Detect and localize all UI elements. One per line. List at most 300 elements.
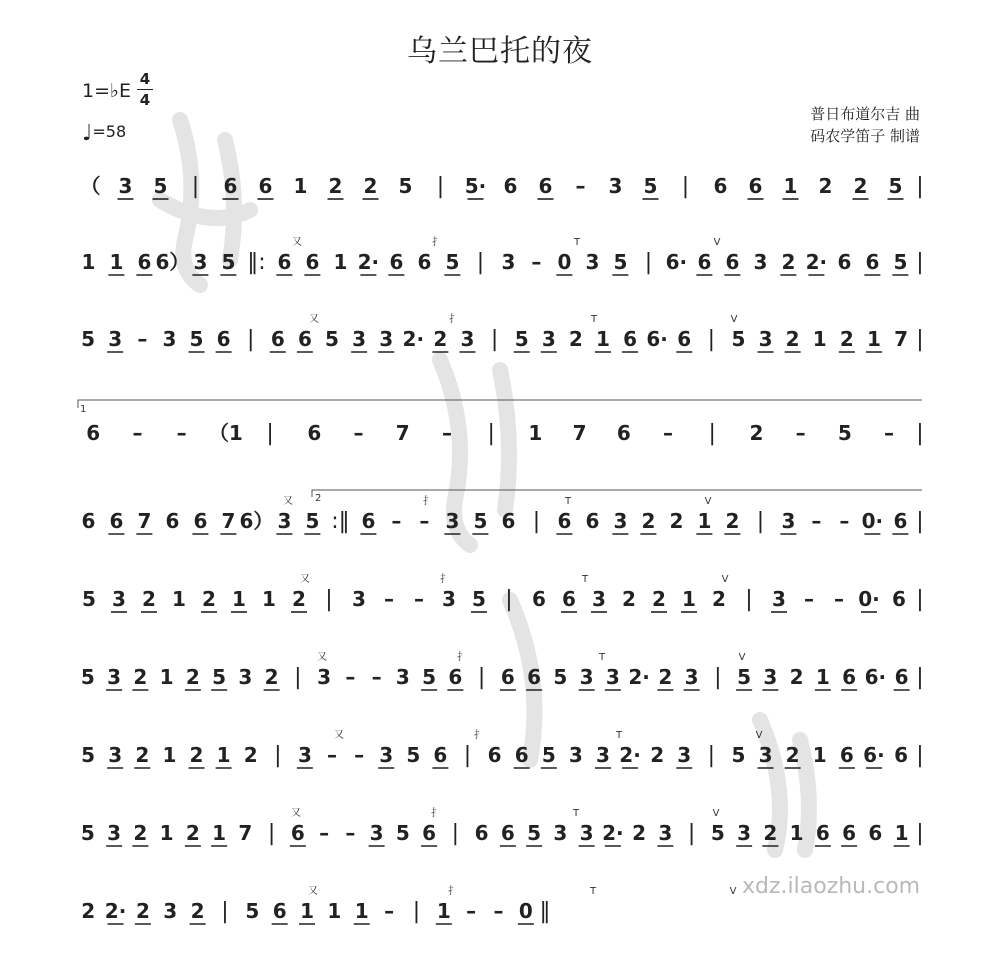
note-token: 2: [433, 327, 448, 351]
note-token: 6: [361, 509, 376, 533]
note-token: 3: [108, 743, 123, 767]
note-token: 2: [185, 665, 200, 689]
note-token: –: [345, 665, 356, 689]
note-token: 1: [327, 899, 342, 923]
note-token: –: [441, 421, 452, 445]
note-token: 2: [189, 743, 204, 767]
note-token: 6: [223, 174, 238, 198]
note-token: 1: [232, 587, 246, 611]
note-token: 3: [238, 665, 253, 689]
barline: |: [221, 899, 229, 924]
note-token: 5: [731, 327, 746, 351]
note-token: –: [327, 743, 337, 767]
note-token: 2: [781, 250, 796, 274]
barline: |: [436, 174, 445, 199]
note-token: 6·: [665, 250, 688, 274]
note-token: 5: [81, 327, 96, 351]
note-token: 3: [684, 665, 699, 689]
note-token: 2: [658, 665, 673, 689]
note-token: 6: [86, 421, 101, 445]
note-token: –: [137, 327, 148, 351]
note-token: 3: [781, 509, 796, 533]
note-token: 6: [501, 509, 516, 533]
quarter-note-icon: ♩: [82, 121, 93, 146]
ornament-mark: 扌: [448, 886, 458, 897]
note-token: 5: [153, 174, 168, 198]
note-token: 2: [785, 327, 800, 351]
note-token: 5: [888, 174, 903, 198]
note-token: –: [176, 421, 187, 445]
barline: |: [267, 821, 276, 846]
note-token: 6: [839, 743, 854, 767]
note-token: 5: [325, 327, 339, 351]
barline: |: [490, 327, 499, 352]
note-token: 2: [133, 665, 148, 689]
note-token: 6: [748, 174, 763, 198]
ornament-mark: V: [755, 730, 763, 741]
note-token: 2: [135, 743, 150, 767]
note-token: 6: [433, 743, 448, 767]
note-token: 6: [270, 327, 285, 351]
note-token: 3: [585, 250, 600, 274]
barline: |: [707, 327, 716, 352]
note-token: –: [795, 421, 806, 445]
note-token: 3: [501, 250, 516, 274]
note-token: 2: [818, 174, 833, 198]
note-token: 6: [422, 821, 437, 845]
note-token: –: [354, 743, 365, 767]
note-token: 6: [892, 587, 906, 611]
barline: |: [505, 587, 513, 612]
note-token: 7: [894, 327, 908, 351]
note-token: 6: [417, 250, 432, 274]
note-token: 6）: [239, 509, 274, 533]
note-token: 2: [632, 821, 647, 845]
barline: |: [707, 743, 716, 768]
note-token: 6: [277, 250, 292, 274]
note-token: 2: [264, 665, 279, 689]
barline: |: [294, 665, 302, 690]
note-token: 3: [758, 327, 773, 351]
note-token: 3: [460, 327, 475, 351]
note-token: 6: [842, 821, 857, 845]
note-token: 3: [579, 665, 594, 689]
note-token: –: [384, 587, 394, 611]
note-token: 5: [189, 327, 204, 351]
note-token: 1: [293, 174, 308, 198]
note-token: 6: [868, 821, 883, 845]
note-token: 6: [725, 250, 740, 274]
note-token: 5: [643, 174, 658, 198]
note-token: 6: [562, 587, 576, 611]
note-token: 5: [837, 421, 852, 445]
note-token: 3: [277, 509, 292, 533]
barline: |: [487, 421, 495, 446]
note-token: 6: [109, 509, 124, 533]
ornament-mark: 扌: [457, 652, 467, 663]
note-token: 3: [677, 743, 692, 767]
note-token: 3: [379, 743, 394, 767]
note-token: 5: [893, 250, 908, 274]
note-token: 1: [436, 899, 451, 923]
note-token: 3: [568, 743, 583, 767]
note-token: 6: [193, 509, 208, 533]
note-token: 6: [81, 509, 96, 533]
ornament-mark: 扌: [449, 314, 459, 325]
note-token: 3: [758, 743, 773, 767]
note-token: 6: [697, 250, 712, 274]
ornament-mark: T: [564, 496, 572, 507]
note-token: 2·: [805, 250, 828, 274]
note-token: 5: [445, 250, 460, 274]
note-token: 2: [725, 509, 740, 533]
note-token: 3: [772, 587, 786, 611]
note-token: 3: [118, 174, 133, 198]
note-token: 6: [842, 665, 857, 689]
note-token: 1: [81, 250, 96, 274]
note-token: 1: [596, 327, 610, 351]
note-token: 5: [245, 899, 260, 923]
note-token: –: [319, 821, 330, 845]
note-token: 5: [398, 174, 413, 198]
note-token: 2: [789, 665, 804, 689]
note-token: –: [811, 509, 822, 533]
time-signature-top: 4: [139, 70, 151, 88]
note-token: –: [834, 587, 844, 611]
note-token: 1: [812, 743, 827, 767]
note-token: （: [80, 174, 101, 198]
note-token: 1: [159, 665, 174, 689]
barline: |: [756, 509, 765, 534]
note-token: 6: [216, 327, 231, 351]
time-signature-bottom: 4: [139, 91, 151, 109]
note-token: 5: [514, 327, 529, 351]
barline: ‖:: [247, 250, 266, 275]
note-token: 2: [669, 509, 684, 533]
note-token: 3: [605, 665, 620, 689]
barline: |: [476, 250, 485, 275]
note-token: 5: [541, 743, 556, 767]
note-token: 1: [783, 174, 798, 198]
note-token: 3: [297, 743, 312, 767]
note-token: 2: [763, 821, 778, 845]
barline: |: [644, 250, 653, 275]
note-token: 5: [80, 821, 95, 845]
note-token: 2: [81, 899, 96, 923]
note-token: 2: [652, 587, 666, 611]
note-token: 6: [557, 509, 572, 533]
volta-label-2: 2: [315, 493, 322, 504]
note-token: 1: [216, 743, 231, 767]
note-token: –: [884, 421, 895, 445]
note-token: 3: [541, 327, 556, 351]
barline: |: [916, 665, 924, 690]
volta-bracket-2: [312, 490, 922, 497]
note-token: 6: [307, 421, 322, 445]
note-token: 6）: [155, 250, 190, 274]
note-token: 0: [518, 899, 533, 923]
note-token: 6: [487, 743, 502, 767]
note-token: 6: [500, 821, 515, 845]
ornament-mark: V: [704, 496, 712, 507]
note-token: 3: [613, 509, 628, 533]
note-token: 6: [448, 665, 463, 689]
ornament-mark: 扌: [440, 574, 450, 585]
note-token: –: [531, 250, 542, 274]
note-token: 5: [81, 743, 96, 767]
note-token: 6: [503, 174, 518, 198]
note-token: 6: [677, 327, 692, 351]
note-token: 2·: [619, 743, 641, 767]
note-token: 3: [162, 327, 177, 351]
arranger: 码农学笛子 制谱: [810, 127, 920, 145]
note-token: 2: [190, 899, 205, 923]
score-title: 乌兰巴托的夜: [407, 34, 593, 69]
note-token: 3: [737, 821, 752, 845]
note-token: 1: [172, 587, 186, 611]
ornament-mark: 扌: [432, 237, 442, 248]
note-token: 2: [328, 174, 343, 198]
barline: |: [687, 821, 696, 846]
note-token: 2: [185, 821, 200, 845]
note-token: 3: [553, 821, 568, 845]
note-token: 5: [613, 250, 628, 274]
note-token: 6: [532, 587, 546, 611]
note-token: 6: [272, 899, 287, 923]
note-token: 6: [893, 509, 908, 533]
note-token: –: [804, 587, 814, 611]
ornament-mark: 又: [300, 574, 310, 585]
note-token: 6·: [864, 665, 887, 689]
note-token: （1: [208, 421, 243, 445]
note-token: –: [466, 899, 477, 923]
note-token: 3: [112, 587, 126, 611]
barline: |: [325, 587, 333, 612]
note-token: 1: [159, 821, 174, 845]
note-token: 6: [713, 174, 728, 198]
note-token: –: [419, 509, 430, 533]
barline: |: [191, 174, 200, 199]
note-token: 3: [753, 250, 768, 274]
note-token: 2·: [628, 665, 650, 689]
ornament-mark: 又: [317, 652, 327, 663]
barline: |: [246, 327, 255, 352]
note-token: 2: [243, 743, 258, 767]
ornament-mark: V: [729, 886, 737, 897]
note-token: 3: [107, 665, 122, 689]
note-token: 2: [785, 743, 800, 767]
note-token: 6: [305, 250, 320, 274]
note-token: 5: [737, 665, 752, 689]
note-token: 1: [789, 821, 804, 845]
note-token: 3: [608, 174, 623, 198]
note-token: 6: [137, 250, 152, 274]
ornament-mark: T: [581, 574, 589, 585]
note-token: 5: [473, 509, 488, 533]
note-token: 3: [596, 743, 610, 767]
note-token: 6: [500, 665, 515, 689]
note-token: 3: [763, 665, 778, 689]
note-token: 6: [474, 821, 489, 845]
note-token: 2: [292, 587, 306, 611]
note-token: 1: [300, 899, 314, 923]
ornament-mark: T: [615, 730, 623, 741]
note-token: –: [493, 899, 504, 923]
ornament-mark: 扌: [423, 496, 433, 507]
note-token: 6: [538, 174, 553, 198]
tempo-value: =58: [92, 122, 127, 141]
note-token: 7: [137, 509, 152, 533]
note-token: 1: [109, 250, 124, 274]
note-token: –: [391, 509, 402, 533]
note-token: 1: [262, 587, 276, 611]
note-token: 6: [389, 250, 404, 274]
note-token: –: [839, 509, 850, 533]
note-token: 7: [395, 421, 410, 445]
note-token: 5: [472, 587, 486, 611]
note-token: 3: [193, 250, 208, 274]
barline: |: [681, 174, 690, 199]
note-token: 1: [528, 421, 543, 445]
note-token: 1: [866, 327, 881, 351]
note-token: 5·: [464, 174, 487, 198]
note-token: 5: [82, 587, 96, 611]
note-token: 3: [395, 665, 410, 689]
ornament-mark: 扌: [431, 808, 441, 819]
ornament-mark: 又: [309, 314, 319, 325]
note-token: 6: [527, 665, 542, 689]
note-token: 3: [108, 327, 123, 351]
note-token: –: [132, 421, 143, 445]
note-token: 5: [212, 665, 227, 689]
ornament-mark: 又: [283, 496, 293, 507]
note-token: 5: [406, 743, 421, 767]
ornament-mark: 又: [291, 808, 301, 819]
note-token: –: [384, 899, 395, 923]
barline: |: [916, 174, 924, 199]
note-token: 2: [650, 743, 665, 767]
ornament-mark: 扌: [474, 730, 484, 741]
note-token: 3: [369, 821, 384, 845]
note-token: 3: [107, 821, 122, 845]
note-token: –: [414, 587, 424, 611]
ornament-mark: V: [730, 314, 738, 325]
note-token: 7: [221, 509, 236, 533]
barline: |: [708, 421, 716, 446]
note-token: 1: [333, 250, 348, 274]
note-token: 3: [163, 899, 178, 923]
note-token: 6: [894, 665, 909, 689]
note-token: 5: [221, 250, 236, 274]
note-token: 6: [514, 743, 529, 767]
note-token: 2·: [104, 899, 127, 923]
ornament-mark: V: [712, 808, 720, 819]
note-token: –: [575, 174, 586, 198]
note-token: 1: [212, 821, 227, 845]
note-token: 6: [837, 250, 852, 274]
note-token: 2: [749, 421, 764, 445]
barline: |: [916, 743, 924, 768]
barline: |: [532, 509, 541, 534]
note-token: 6: [290, 821, 305, 845]
note-token: –: [663, 421, 673, 445]
barline: |: [916, 821, 924, 846]
note-token: 1: [697, 509, 712, 533]
volta-bracket-1: [78, 400, 922, 408]
note-token: 1: [812, 327, 827, 351]
note-token: 6: [297, 327, 312, 351]
composer: 普日布道尔吉 曲: [810, 105, 920, 123]
note-token: 6: [258, 174, 273, 198]
note-token: 2: [133, 821, 148, 845]
ornament-mark: T: [598, 652, 606, 663]
note-token: 5: [553, 665, 568, 689]
note-token: 2·: [402, 327, 425, 351]
note-token: 1: [682, 587, 696, 611]
watermark-url: xdz.ilaozhu.com: [742, 874, 921, 899]
barline: |: [916, 250, 924, 275]
note-token: 6·: [863, 743, 885, 767]
note-token: 5: [422, 665, 437, 689]
note-token: 2: [135, 899, 150, 923]
barline: :‖: [331, 509, 350, 534]
barline: |: [714, 665, 722, 690]
note-token: –: [353, 421, 364, 445]
note-token: 2: [142, 587, 156, 611]
note-token: 6: [585, 509, 600, 533]
barline: |: [412, 899, 421, 924]
ornament-mark: V: [721, 574, 729, 585]
ornament-mark: V: [713, 237, 721, 248]
ornament-mark: 又: [334, 730, 344, 741]
note-token: 6: [894, 743, 908, 767]
barline: |: [266, 421, 274, 446]
note-token: 5: [395, 821, 410, 845]
note-token: 3: [352, 587, 366, 611]
note-token: 6: [616, 421, 631, 445]
note-token: 7: [572, 421, 587, 445]
note-token: 2: [568, 327, 583, 351]
note-token: 3: [445, 509, 460, 533]
barline: |: [916, 509, 924, 534]
note-token: 6: [815, 821, 830, 845]
barline: |: [463, 743, 472, 768]
volta-label-1: 1: [80, 404, 87, 415]
note-token: 5: [80, 665, 95, 689]
note-token: 2: [853, 174, 868, 198]
note-token: 3: [317, 665, 332, 689]
note-token: 3: [352, 327, 367, 351]
note-token: 3: [579, 821, 594, 845]
note-token: 2: [622, 587, 636, 611]
note-token: 6·: [646, 327, 668, 351]
note-token: 0·: [858, 587, 880, 611]
note-token: 2: [641, 509, 656, 533]
barline: |: [745, 587, 753, 612]
note-token: –: [345, 821, 356, 845]
note-token: 6: [165, 509, 180, 533]
note-token: 3: [658, 821, 673, 845]
note-token: 5: [731, 743, 746, 767]
ornament-mark: 又: [308, 886, 318, 897]
note-token: 1: [815, 665, 830, 689]
ornament-mark: V: [738, 652, 746, 663]
note-token: 0: [557, 250, 572, 274]
note-token: 7: [238, 821, 253, 845]
barline: |: [916, 421, 924, 446]
note-token: 5: [305, 509, 320, 533]
note-token: 3: [592, 587, 606, 611]
